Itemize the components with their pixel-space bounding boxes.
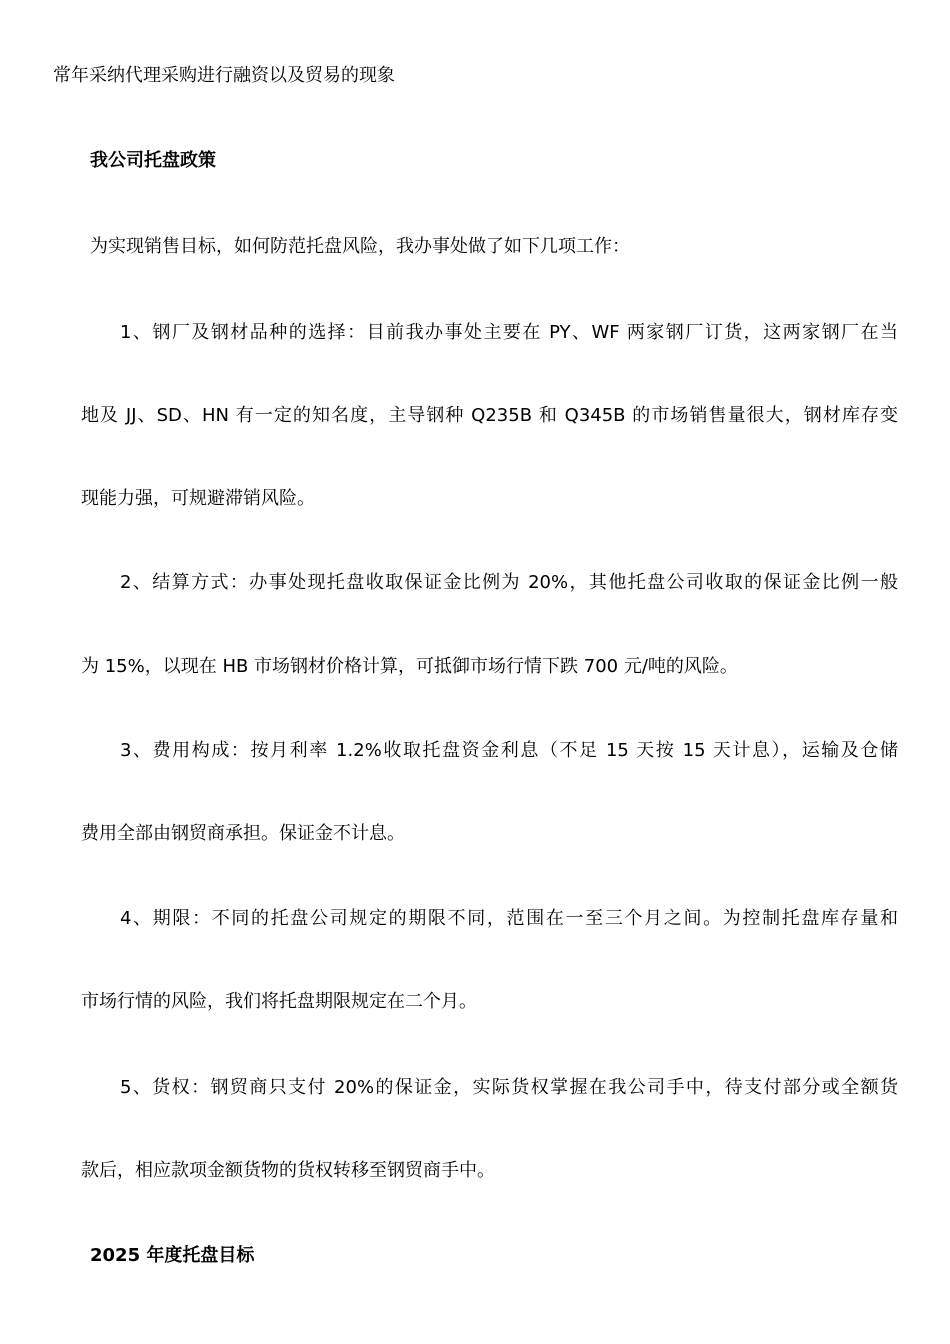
lead-paragraph: 为实现销售目标，如何防范托盘风险，我办事处做了如下几项工作： (90, 236, 630, 257)
item-4-line-2: 市场行情的风险，我们将托盘期限规定在二个月。 (81, 991, 477, 1012)
item-3-line-1: 3、费用构成：按月利率 1.2%收取托盘资金利息（不足 15 天按 15 天计息），运输及仓储 (120, 740, 898, 761)
section-heading-2025-target: 2025 年度托盘目标 (90, 1245, 255, 1266)
item-1-line-3: 现能力强，可规避滞销风险。 (81, 488, 315, 509)
item-4-line-1: 4、期限：不同的托盘公司规定的期限不同，范围在一至三个月之间。为控制托盘库存量和 (120, 908, 898, 929)
item-2-line-2: 为 15%，以现在 HB 市场钢材价格计算，可抵御市场行情下跌 700 元/吨的风险。 (81, 656, 738, 677)
section-heading-pallet-policy: 我公司托盘政策 (90, 150, 216, 171)
item-2-line-1: 2、结算方式：办事处现托盘收取保证金比例为 20%，其他托盘公司收取的保证金比例一般 (120, 572, 898, 593)
item-3-line-2: 费用全部由钢贸商承担。保证金不计息。 (81, 823, 405, 844)
intro-line: 常年采纳代理采购进行融资以及贸易的现象 (53, 65, 395, 86)
item-1-line-1: 1、钢厂及钢材品种的选择：目前我办事处主要在 PY、WF 两家钢厂订货，这两家钢厂在当 (120, 322, 898, 343)
item-5-line-2: 款后，相应款项金额货物的货权转移至钢贸商手中。 (81, 1160, 495, 1181)
item-1-line-2: 地及 JJ、SD、HN 有一定的知名度，主导钢种 Q235B 和 Q345B 的市场销售量很大，钢材库存变 (81, 405, 898, 426)
item-5-line-1: 5、货权：钢贸商只支付 20%的保证金，实际货权掌握在我公司手中，待支付部分或全额货 (120, 1077, 898, 1098)
